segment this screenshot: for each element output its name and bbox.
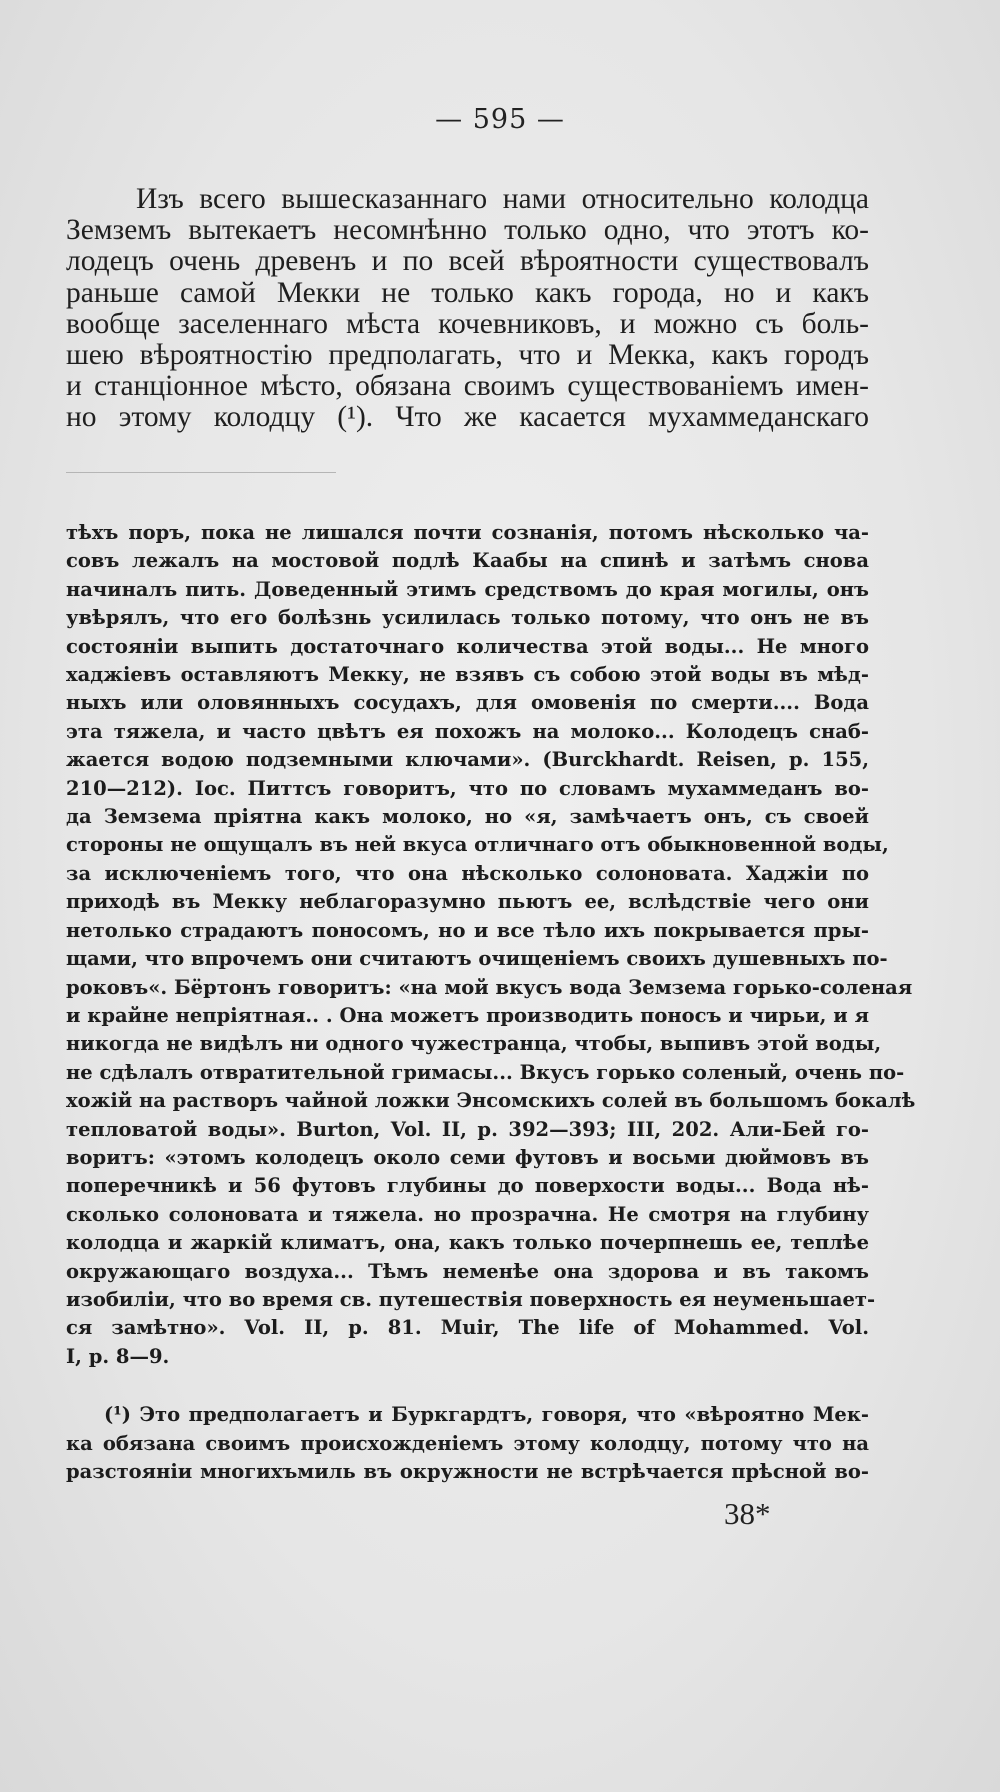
main-text-line: Изъ всего вышесказаннаго нами относительно колодца — [136, 183, 869, 215]
note-line: за исключеніемъ того, что она нѣсколько солоновата. Хаджіи по — [66, 861, 869, 885]
main-text-line: Земземъ вытекаетъ несомнѣнно только одно, что этотъ ко- — [66, 214, 869, 247]
main-text-line: и станціонное мѣсто, обязана своимъ существованіемъ имен- — [66, 370, 869, 403]
main-text-line: лодецъ очень древенъ и по всей вѣроятности существовалъ — [66, 245, 869, 278]
note-line: тепловатой воды». Burton, Vol. II, p. 392—393; III, 202. Али-Бей го- — [66, 1117, 869, 1141]
note-line: нетолько страдаютъ поносомъ, но и все тѣло ихъ покрывается пры- — [66, 918, 869, 942]
note-line: I, p. 8—9. — [66, 1344, 170, 1368]
continued-note-block — [66, 519, 916, 1371]
note-line: 210—212). Іос. Питтсъ говоритъ, что по словамъ мухаммеданъ во- — [66, 776, 869, 800]
main-text-line: шею вѣроятностію предполагать, что и Мекка, какъ городъ — [66, 339, 869, 372]
note-line: воритъ: «этомъ колодецъ около семи футовъ и восьми дюймовъ въ — [66, 1145, 869, 1169]
note-line: окружающаго воздуха... Тѣмъ неменѣе она здорова и въ такомъ — [66, 1259, 869, 1283]
note-line: стороны не ощущалъ въ ней вкуса отличнаго отъ обыкновенной воды, — [66, 833, 889, 857]
signature-mark: 38* — [724, 1496, 771, 1531]
note-line: эта тяжела, и часто цвѣтъ ея похожъ на молоко... Колодецъ снаб- — [66, 719, 869, 743]
note-line: колодца и жаркій климатъ, она, какъ только почерпнешь ее, теплѣе — [66, 1231, 869, 1255]
footnote-line: разстояніи многихъмиль въ окружности не встрѣчается прѣсной во- — [66, 1460, 869, 1483]
note-line: жается водою подземными ключами». (Burckhardt. Reisen, p. 155, — [66, 748, 869, 772]
page-number: — 595 — — [435, 104, 565, 135]
footnote-divider — [66, 472, 336, 473]
note-line: поперечникѣ и 56 футовъ глубины до поверхости воды... Вода нѣ- — [66, 1174, 869, 1198]
footnote-line: (¹) Это предполагаетъ и Буркгардтъ, говоря, что «вѣроятно Мек- — [104, 1403, 869, 1426]
note-line: увѣрялъ, что его болѣзнь усилилась только потому, что онъ не въ — [66, 606, 869, 630]
note-line: и крайне непріятная.. . Она можетъ производить поносъ и чирьи, и я — [66, 1003, 869, 1027]
note-line: совъ лежалъ на мостовой подлѣ Каабы на спинѣ и затѣмъ снова — [66, 549, 869, 573]
note-line: тѣхъ поръ, пока не лишался почти сознанія, потомъ нѣсколько ча- — [66, 521, 869, 544]
main-text-line: но этому колодцу (¹). Что же касается мухаммеданскаго — [66, 401, 869, 434]
note-line: изобиліи, что во время св. путешествія поверхность ея неуменьшает- — [66, 1287, 876, 1311]
footnote-line: ка обязана своимъ происхожденіемъ этому колодцу, потому что на — [66, 1431, 869, 1455]
note-line: ныхъ или оловянныхъ сосудахъ, для омовенія по смерти.... Вода — [66, 691, 869, 715]
main-text-line: раньше самой Мекки не только какъ города, но и какъ — [66, 276, 869, 309]
note-line: не сдѣлалъ отвратительной гримасы... Вкусъ горько соленый, очень по- — [66, 1060, 905, 1084]
main-text-line: вообще заселеннаго мѣста кочевниковъ, и можно съ боль- — [66, 307, 869, 340]
note-line: состояніи выпить достаточнаго количества этой воды... Не много — [66, 634, 869, 658]
note-line: начиналъ пить. Доведенный этимъ средствомъ до края могилы, онъ — [66, 577, 869, 601]
note-line: никогда не видѣлъ ни одного чужестранца, чтобы, выпивъ этой воды, — [66, 1032, 882, 1056]
note-line: щами, что впрочемъ они считаютъ очищеніемъ своихъ душевныхъ по- — [66, 947, 888, 971]
note-line: сколько солоновата и тяжела. но прозрачна. Не смотря на глубину — [66, 1202, 869, 1226]
note-line: приходѣ въ Мекку неблагоразумно пьютъ ее, вслѣдствіе чего они — [66, 890, 869, 914]
note-line: хаджіевъ оставляютъ Мекку, не взявъ съ собою этой воды въ мѣд- — [66, 663, 869, 687]
footnote-block — [66, 1401, 869, 1487]
note-line: да Земзема пріятна какъ молоко, но «я, замѣчаетъ онъ, съ своей — [66, 805, 869, 829]
note-line: ся замѣтно». Vol. II, p. 81. Muir, The life of Mohammed. Vol. — [66, 1316, 869, 1340]
note-line: роковъ«. Бёртонъ говоритъ: «на мой вкусъ вода Земзема горько-соленая — [66, 975, 913, 999]
note-line: хожій на растворъ чайной ложки Энсомскихъ солей въ большомъ бокалѣ — [66, 1089, 916, 1113]
main-text-block — [66, 184, 869, 434]
